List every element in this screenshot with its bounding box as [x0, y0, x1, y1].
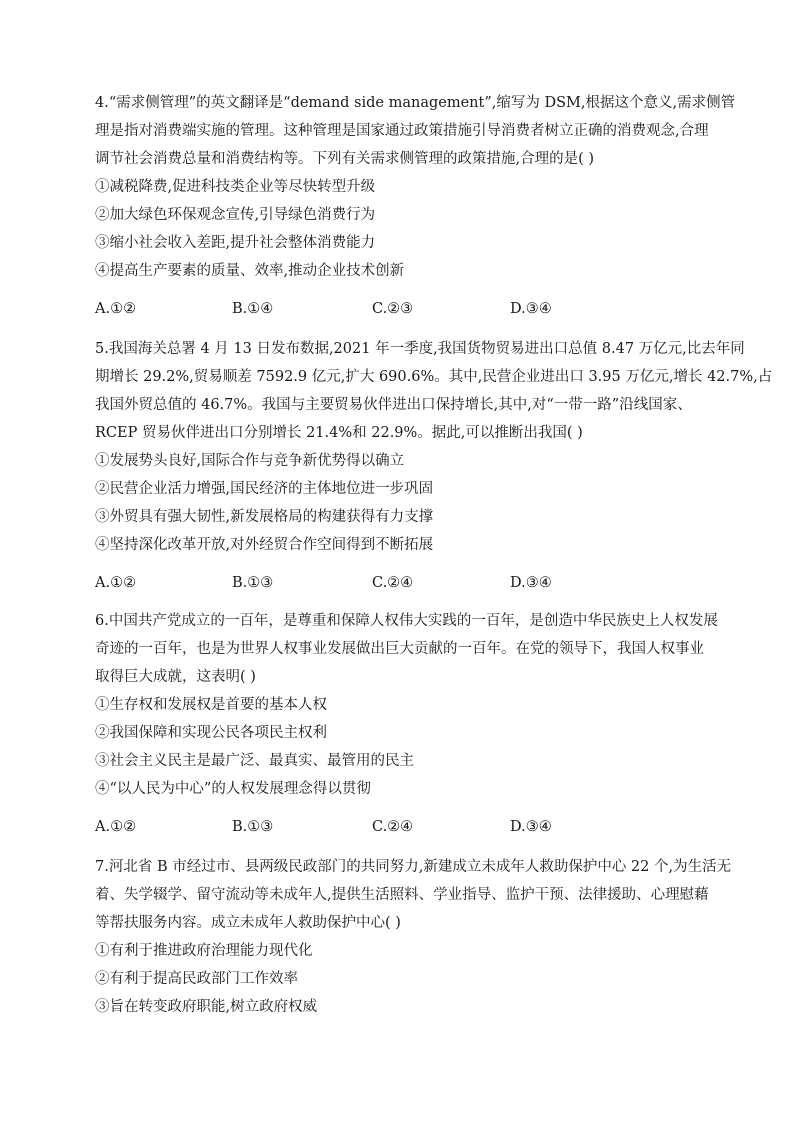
answer-choices: [95, 295, 705, 323]
question-7: [95, 853, 732, 1021]
answer-choices: [95, 569, 705, 597]
choice-d[interactable]: D.③④: [510, 301, 552, 317]
statement-1: ①减税降费,促进科技类企业等尽快转型升级: [95, 179, 376, 195]
choice-b[interactable]: B.①③: [232, 575, 274, 591]
question-stem-line: 期增长 29.2%,贸易顺差 7592.9 亿元,扩大 690.6%。其中,民营企业进出口 3.95 万亿元,增长 42.7%,占: [95, 369, 773, 385]
choice-a[interactable]: A.①②: [95, 575, 137, 591]
statement-4: ④提高生产要素的质量、效率,推动企业技术创新: [95, 263, 405, 279]
choice-c[interactable]: C.②④: [372, 819, 414, 835]
question-stem-line: RCEP 贸易伙伴进出口分别增长 21.4%和 22.9%。据此,可以推断出我国( ): [95, 425, 583, 441]
statement-2: ②我国保障和实现公民各项民主权利: [95, 725, 327, 741]
statement-4: ④坚持深化改革开放,对外经贸合作空间得到不断拓展: [95, 537, 434, 553]
question-stem-line: 6.中国共产党成立的一百年，是尊重和保障人权伟大实践的一百年，是创造中华民族史上人权发展: [95, 613, 718, 629]
answer-choices: [95, 813, 705, 841]
statement-4: ④“以人民为中心”的人权发展理念得以贯彻: [95, 781, 371, 797]
choice-b[interactable]: B.①④: [232, 301, 274, 317]
statement-2: ②民营企业活力增强,国民经济的主体地位进一步巩固: [95, 481, 434, 497]
question-stem-line: 着、失学辍学、留守流动等未成年人,提供生活照料、学业指导、监护干预、法律援助、心理慰藉: [95, 887, 709, 903]
statement-1: ①生存权和发展权是首要的基本人权: [95, 697, 327, 713]
question-6: [95, 607, 718, 841]
statement-2: ②有利于提高民政部门工作效率: [95, 971, 298, 987]
statement-3: ③旨在转变政府职能,树立政府权威: [95, 999, 318, 1015]
choice-d[interactable]: D.③④: [510, 819, 552, 835]
statement-2: ②加大绿色环保观念宣传,引导绿色消费行为: [95, 207, 376, 223]
question-5: [95, 335, 773, 597]
question-stem-line: 5.我国海关总署 4 月 13 日发布数据,2021 年一季度,我国货物贸易进出口总值 8.47 万亿元,比去年同: [95, 341, 745, 357]
question-stem-line: 7.河北省 B 市经过市、县两级民政部门的共同努力,新建成立未成年人救助保护中心 22 个,为生活无: [95, 859, 732, 875]
statement-3: ③社会主义民主是最广泛、最真实、最管用的民主: [95, 753, 414, 769]
question-stem-line: 调节社会消费总量和消费结构等。下列有关需求侧管理的政策措施,合理的是( ): [95, 151, 595, 167]
choice-d[interactable]: D.③④: [510, 575, 552, 591]
choice-a[interactable]: A.①②: [95, 819, 137, 835]
choice-c[interactable]: C.②④: [372, 575, 414, 591]
choice-b[interactable]: B.①③: [232, 819, 274, 835]
question-stem-line: 我国外贸总值的 46.7%。我国与主要贸易伙伴进出口保持增长,其中,对“一带一路”沿线国家、: [95, 397, 692, 413]
choice-a[interactable]: A.①②: [95, 301, 137, 317]
question-stem-line: 4.“需求侧管理”的英文翻译是“demand side management”,缩写为 DSM,根据这个意义,需求侧管: [95, 95, 736, 111]
question-stem-line: 取得巨大成就，这表明( ): [95, 669, 256, 685]
question-stem-line: 理是指对消费端实施的管理。这种管理是国家通过政策措施引导消费者树立正确的消费观念,合理: [95, 123, 709, 139]
statement-3: ③外贸具有强大韧性,新发展格局的构建获得有力支撑: [95, 509, 434, 525]
question-4: [95, 89, 736, 323]
statement-1: ①发展势头良好,国际合作与竞争新优势得以确立: [95, 453, 405, 469]
statement-3: ③缩小社会收入差距,提升社会整体消费能力: [95, 235, 376, 251]
question-stem-line: 奇迹的一百年，也是为世界人权事业发展做出巨大贡献的一百年。在党的领导下，我国人权事业: [95, 641, 704, 657]
question-stem-line: 等帮扶服务内容。成立未成年人救助保护中心( ): [95, 915, 401, 931]
statement-1: ①有利于推进政府治理能力现代化: [95, 943, 313, 959]
choice-c[interactable]: C.②③: [372, 301, 414, 317]
